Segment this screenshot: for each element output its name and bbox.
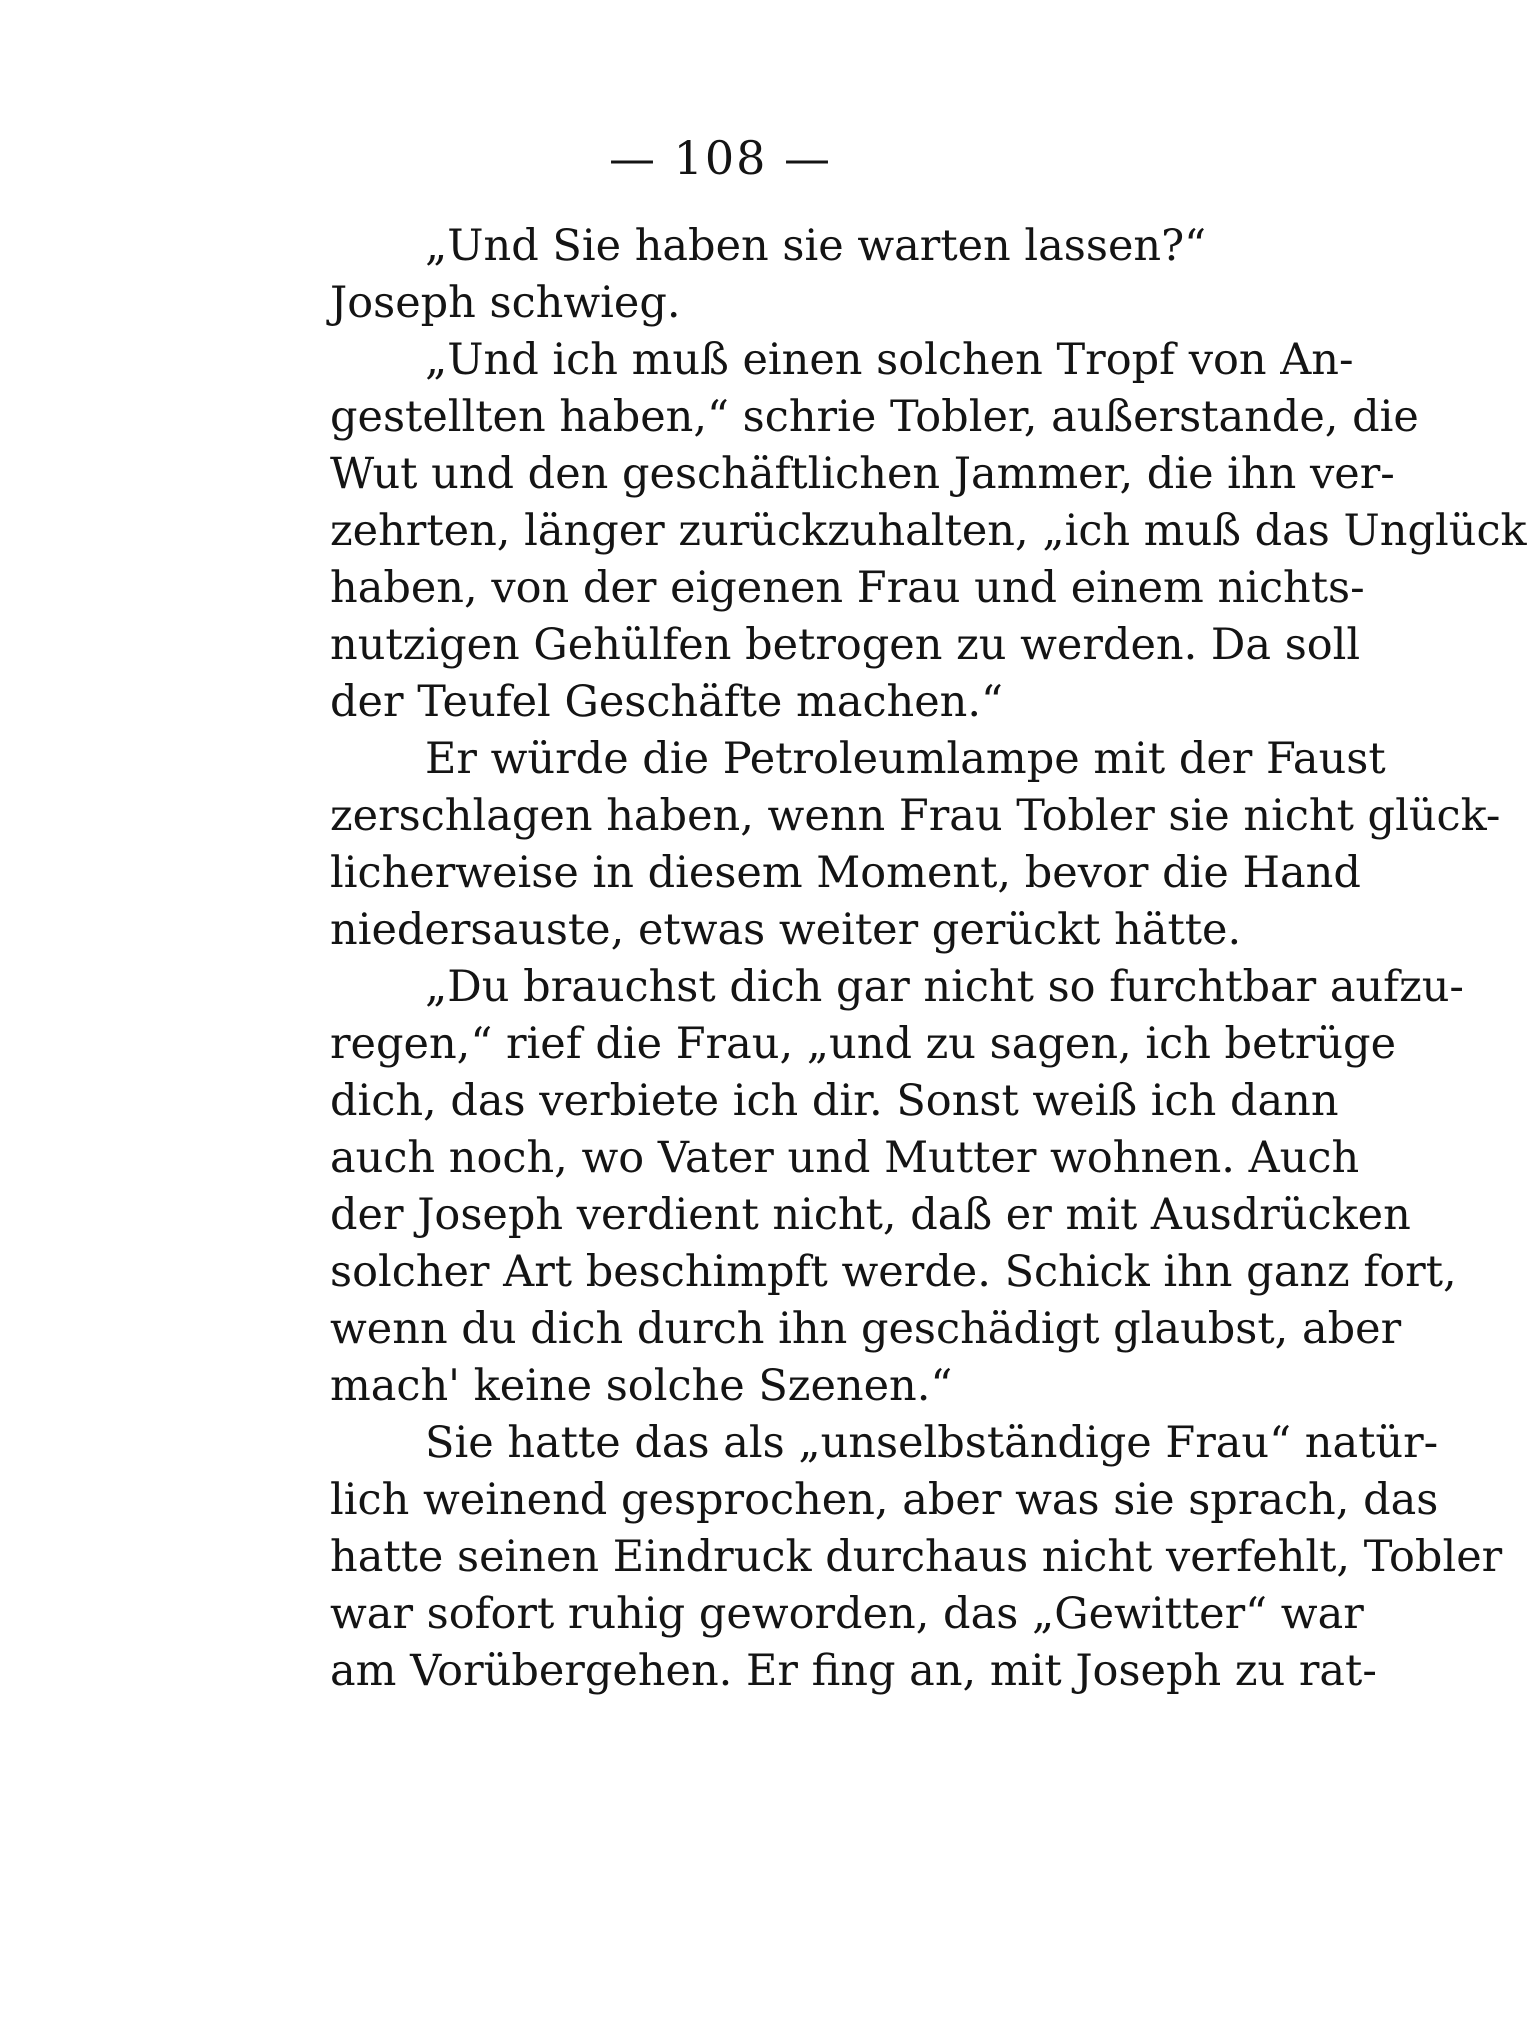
text-line: hatte seinen Eindruck durchaus nicht verfehlt, Tobler: [330, 1532, 1503, 1582]
text-line: dich, das verbiete ich dir. Sonst weiß ich dann: [330, 1076, 1339, 1126]
text-line: zehrten, länger zurückzuhalten, „ich muß das Unglück: [330, 506, 1527, 556]
text-line: Wut und den geschäftlichen Jammer, die ihn ver-: [330, 449, 1395, 499]
text-line: gestellten haben,“ schrie Tobler, außerstande, die: [330, 392, 1419, 442]
text-line: der Joseph verdient nicht, daß er mit Ausdrücken: [330, 1190, 1411, 1240]
text-line: regen,“ rief die Frau, „und zu sagen, ich betrüge: [330, 1019, 1397, 1069]
text-line: nutzigen Gehülfen betrogen zu werden. Da soll: [330, 620, 1361, 670]
text-line: „Du brauchst dich gar nicht so furchtbar aufzu-: [425, 962, 1464, 1012]
page-number: — 108 —: [608, 131, 833, 185]
text-line: am Vorübergehen. Er fing an, mit Joseph zu rat-: [330, 1646, 1377, 1696]
body-text: [330, 218, 1527, 1700]
text-line: solcher Art beschimpft werde. Schick ihn ganz fort,: [330, 1247, 1457, 1297]
text-line: Er würde die Petroleumlampe mit der Faust: [425, 734, 1386, 784]
text-line: war sofort ruhig geworden, das „Gewitter“ war: [330, 1589, 1364, 1639]
text-line: auch noch, wo Vater und Mutter wohnen. Auch: [330, 1133, 1360, 1183]
text-line: mach' keine solche Szenen.“: [330, 1361, 953, 1411]
text-line: haben, von der eigenen Frau und einem nichts-: [330, 563, 1365, 613]
text-line: der Teufel Geschäfte machen.“: [330, 677, 1004, 727]
text-line: lich weinend gesprochen, aber was sie sprach, das: [330, 1475, 1439, 1525]
text-line: Joseph schwieg.: [330, 278, 681, 328]
text-line: wenn du dich durch ihn geschädigt glaubst, aber: [330, 1304, 1402, 1354]
text-line: zerschlagen haben, wenn Frau Tobler sie nicht glück-: [330, 791, 1501, 841]
text-line: niedersauste, etwas weiter gerückt hätte.: [330, 905, 1242, 955]
text-line: „Und Sie haben sie warten lassen?“: [425, 221, 1207, 271]
text-line: „Und ich muß einen solchen Tropf von An-: [425, 335, 1354, 385]
text-line: Sie hatte das als „unselbständige Frau“ natür-: [425, 1418, 1439, 1468]
text-line: licherweise in diesem Moment, bevor die Hand: [330, 848, 1361, 898]
